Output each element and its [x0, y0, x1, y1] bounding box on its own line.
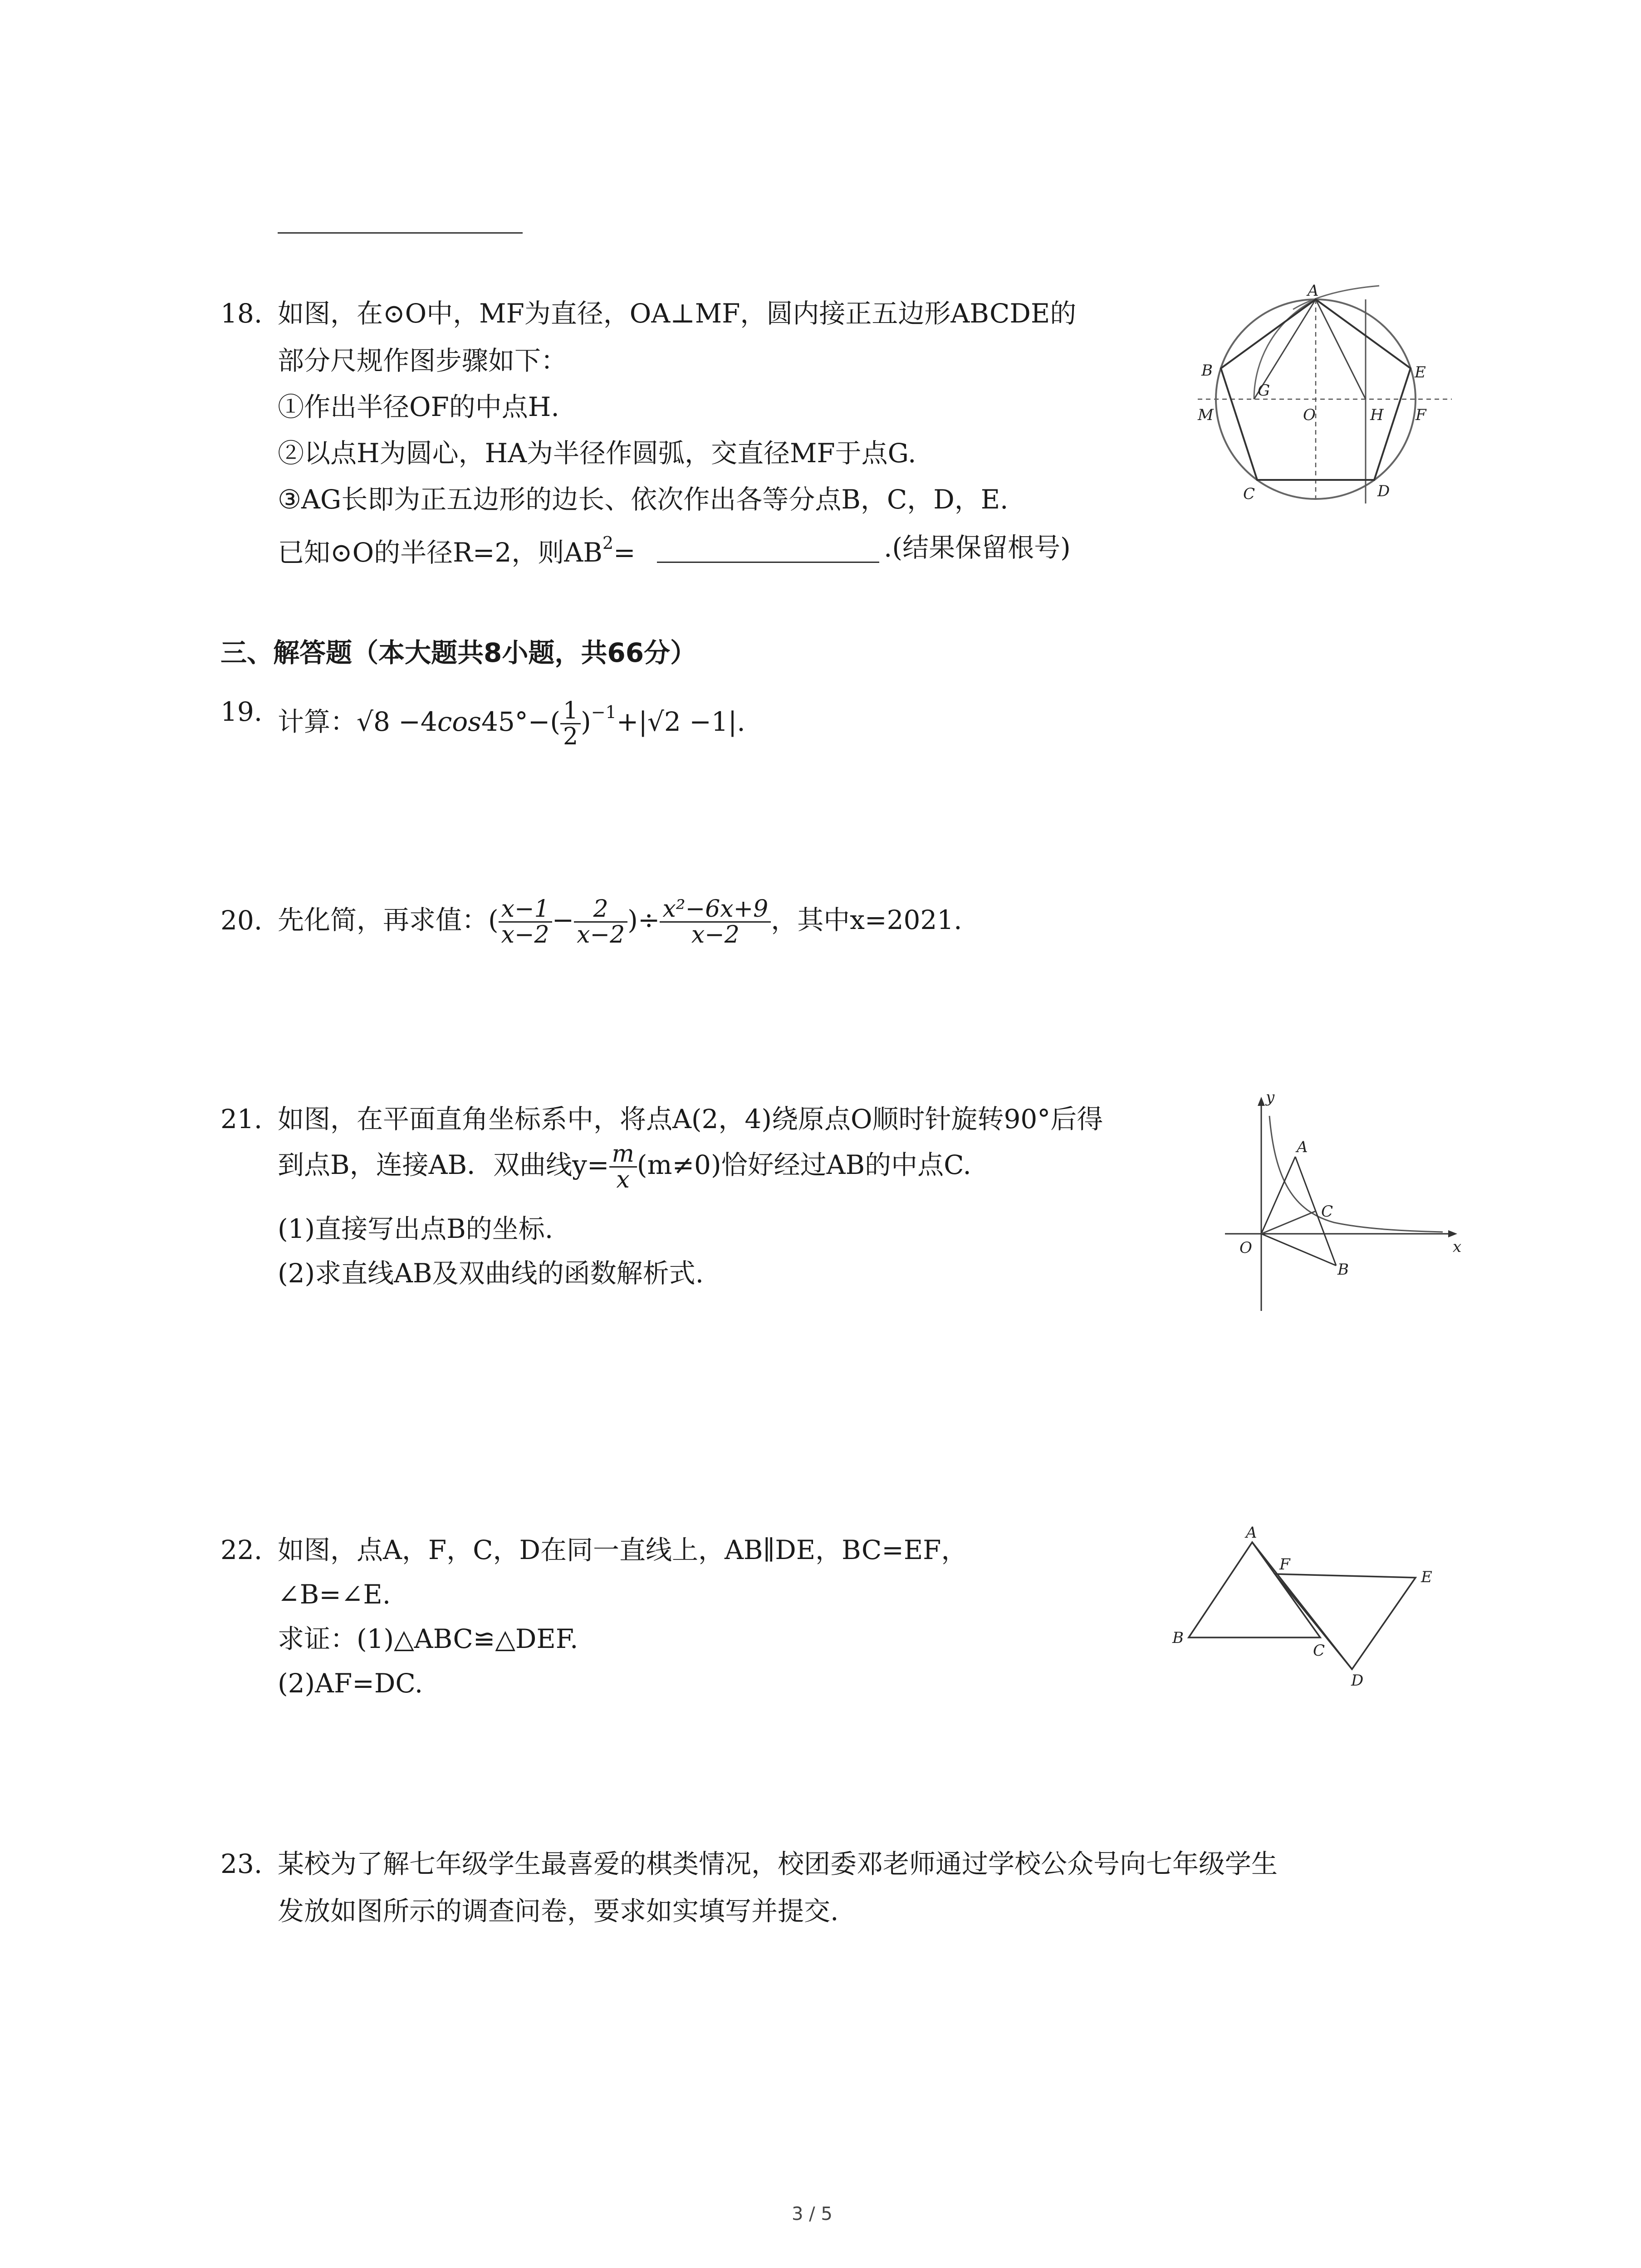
q20-frac1-num: x−1: [499, 897, 552, 923]
q22-label-D: D: [1351, 1672, 1364, 1687]
q19-sup: −1: [591, 702, 617, 722]
q23-line1: 某校为了解七年级学生最喜爱的棋类情况，校团委邓老师通过学校公众号向七年级学生: [278, 1848, 1278, 1879]
q18-answer-blank: [657, 562, 879, 563]
q21-line2b: (m≠0)恰好经过AB的中点C.: [637, 1149, 971, 1180]
q18-line2: 部分尺规作图步骤如下：: [278, 345, 568, 376]
q18-question-b: =: [613, 537, 636, 568]
q21-number: 21.: [220, 1104, 263, 1134]
q18-label-C: C: [1243, 485, 1255, 503]
page-number: 3 / 5: [792, 2204, 833, 2224]
q20-frac3-num: x²−6x+9: [660, 897, 771, 923]
q19-frac-num: 1: [560, 699, 581, 725]
q19-number: 19.: [220, 696, 263, 727]
q20-frac2-num: 2: [574, 897, 627, 923]
q22-line4: (2)AF=DC.: [278, 1668, 423, 1699]
q18-label-E: E: [1415, 363, 1426, 381]
q21-line2a: 到点B，连接AB．双曲线y=: [278, 1149, 609, 1180]
q20-frac1: [499, 897, 552, 948]
q20-minus: −: [552, 904, 574, 935]
q19-cos: cos: [437, 706, 481, 737]
q22-line1: 如图，点A，F，C，D在同一直线上，AB∥DE，BC=EF，: [278, 1535, 968, 1565]
q21-frac-num: m: [609, 1142, 637, 1168]
q22-label-A: A: [1246, 1524, 1257, 1542]
q18-label-A: A: [1308, 282, 1319, 300]
q20-div: )÷: [627, 904, 660, 935]
q19-part4: +|√2 −1|.: [616, 706, 745, 737]
q20-number: 20.: [220, 905, 263, 936]
q22-line3: 求证：(1)△ABC≌△DEF.: [278, 1623, 578, 1654]
q21-part2: (2)求直线AB及双曲线的函数解析式.: [278, 1258, 704, 1289]
q22-label-F: F: [1279, 1555, 1290, 1574]
q21-label-x: x: [1453, 1238, 1462, 1256]
q21-fraction: [609, 1142, 637, 1193]
q19-expression: [278, 685, 745, 749]
section3-heading: 三、解答题（本大题共8小题，共66分）: [220, 637, 697, 668]
q21-label-A: A: [1297, 1138, 1308, 1156]
q23-line2: 发放如图所示的调查问卷，要求如实填写并提交.: [278, 1896, 839, 1926]
q18-label-F: F: [1416, 406, 1426, 424]
q21-coordinate-figure: [1216, 1089, 1470, 1315]
q19-part1: √8 −4: [357, 706, 437, 737]
q19-prefix: 计算：: [278, 706, 357, 737]
q18-step1: ①作出半径OF的中点H.: [278, 391, 559, 422]
q21-line1: 如图，在平面直角坐标系中，将点A(2，4)绕原点O顺时针旋转90°后得: [278, 1104, 1103, 1134]
answer-blank-top: [278, 232, 523, 234]
q19-part3: ): [581, 706, 591, 737]
q21-line2: [278, 1138, 971, 1193]
q20-frac3-den: x−2: [691, 921, 740, 949]
q21-frac-den: x: [616, 1166, 630, 1194]
q18-pentagon-figure: [1189, 277, 1461, 531]
q18-question-end: .(结果保留根号): [884, 532, 1071, 563]
q21-label-O: O: [1239, 1239, 1252, 1257]
q20-prefix: 先化简，再求值：(: [278, 904, 499, 935]
q22-line2: ∠B=∠E.: [278, 1579, 391, 1610]
q20-frac1-den: x−2: [501, 921, 549, 949]
q22-label-B: B: [1172, 1629, 1184, 1647]
q18-step3: ③AG长即为正五边形的边长、依次作出各等分点B，C，D，E.: [278, 484, 1009, 515]
q20-suffix: ，其中x=2021.: [771, 904, 962, 935]
q20-frac2-den: x−2: [577, 921, 625, 949]
q21-part1: (1)直接写出点B的坐标.: [278, 1213, 554, 1244]
q18-label-G: G: [1258, 381, 1270, 400]
q20-expression: [278, 893, 962, 948]
q18-label-O: O: [1303, 406, 1316, 424]
q18-question-a: 已知⊙O的半径R=2，则AB: [278, 537, 603, 568]
q21-label-C: C: [1321, 1202, 1333, 1221]
q18-question: [278, 534, 636, 566]
q22-label-E: E: [1421, 1568, 1432, 1586]
q18-line1: 如图，在⊙O中，MF为直径，OA⊥MF，圆内接正五边形ABCDE的: [278, 298, 1077, 329]
q23-number: 23.: [220, 1848, 263, 1879]
q18-question-sup: 2: [602, 533, 614, 553]
q19-fraction: [560, 699, 581, 749]
q18-step2: ②以点H为圆心，HA为半径作圆弧，交直径MF于点G.: [278, 438, 916, 469]
q21-label-y: y: [1266, 1089, 1275, 1106]
q19-frac-den: 2: [563, 723, 578, 751]
q18-label-B: B: [1201, 362, 1213, 380]
q20-frac2: [574, 897, 627, 948]
q18-label-M: M: [1198, 406, 1214, 424]
q18-label-D: D: [1377, 482, 1390, 500]
q21-label-B: B: [1337, 1261, 1349, 1279]
q22-number: 22.: [220, 1535, 263, 1565]
q22-triangles-figure: [1171, 1524, 1470, 1687]
q19-part2: 45°−(: [481, 706, 561, 737]
q22-label-C: C: [1313, 1642, 1325, 1660]
q18-number: 18.: [220, 298, 263, 329]
q20-frac3: [660, 897, 771, 948]
q18-label-H: H: [1370, 406, 1384, 424]
